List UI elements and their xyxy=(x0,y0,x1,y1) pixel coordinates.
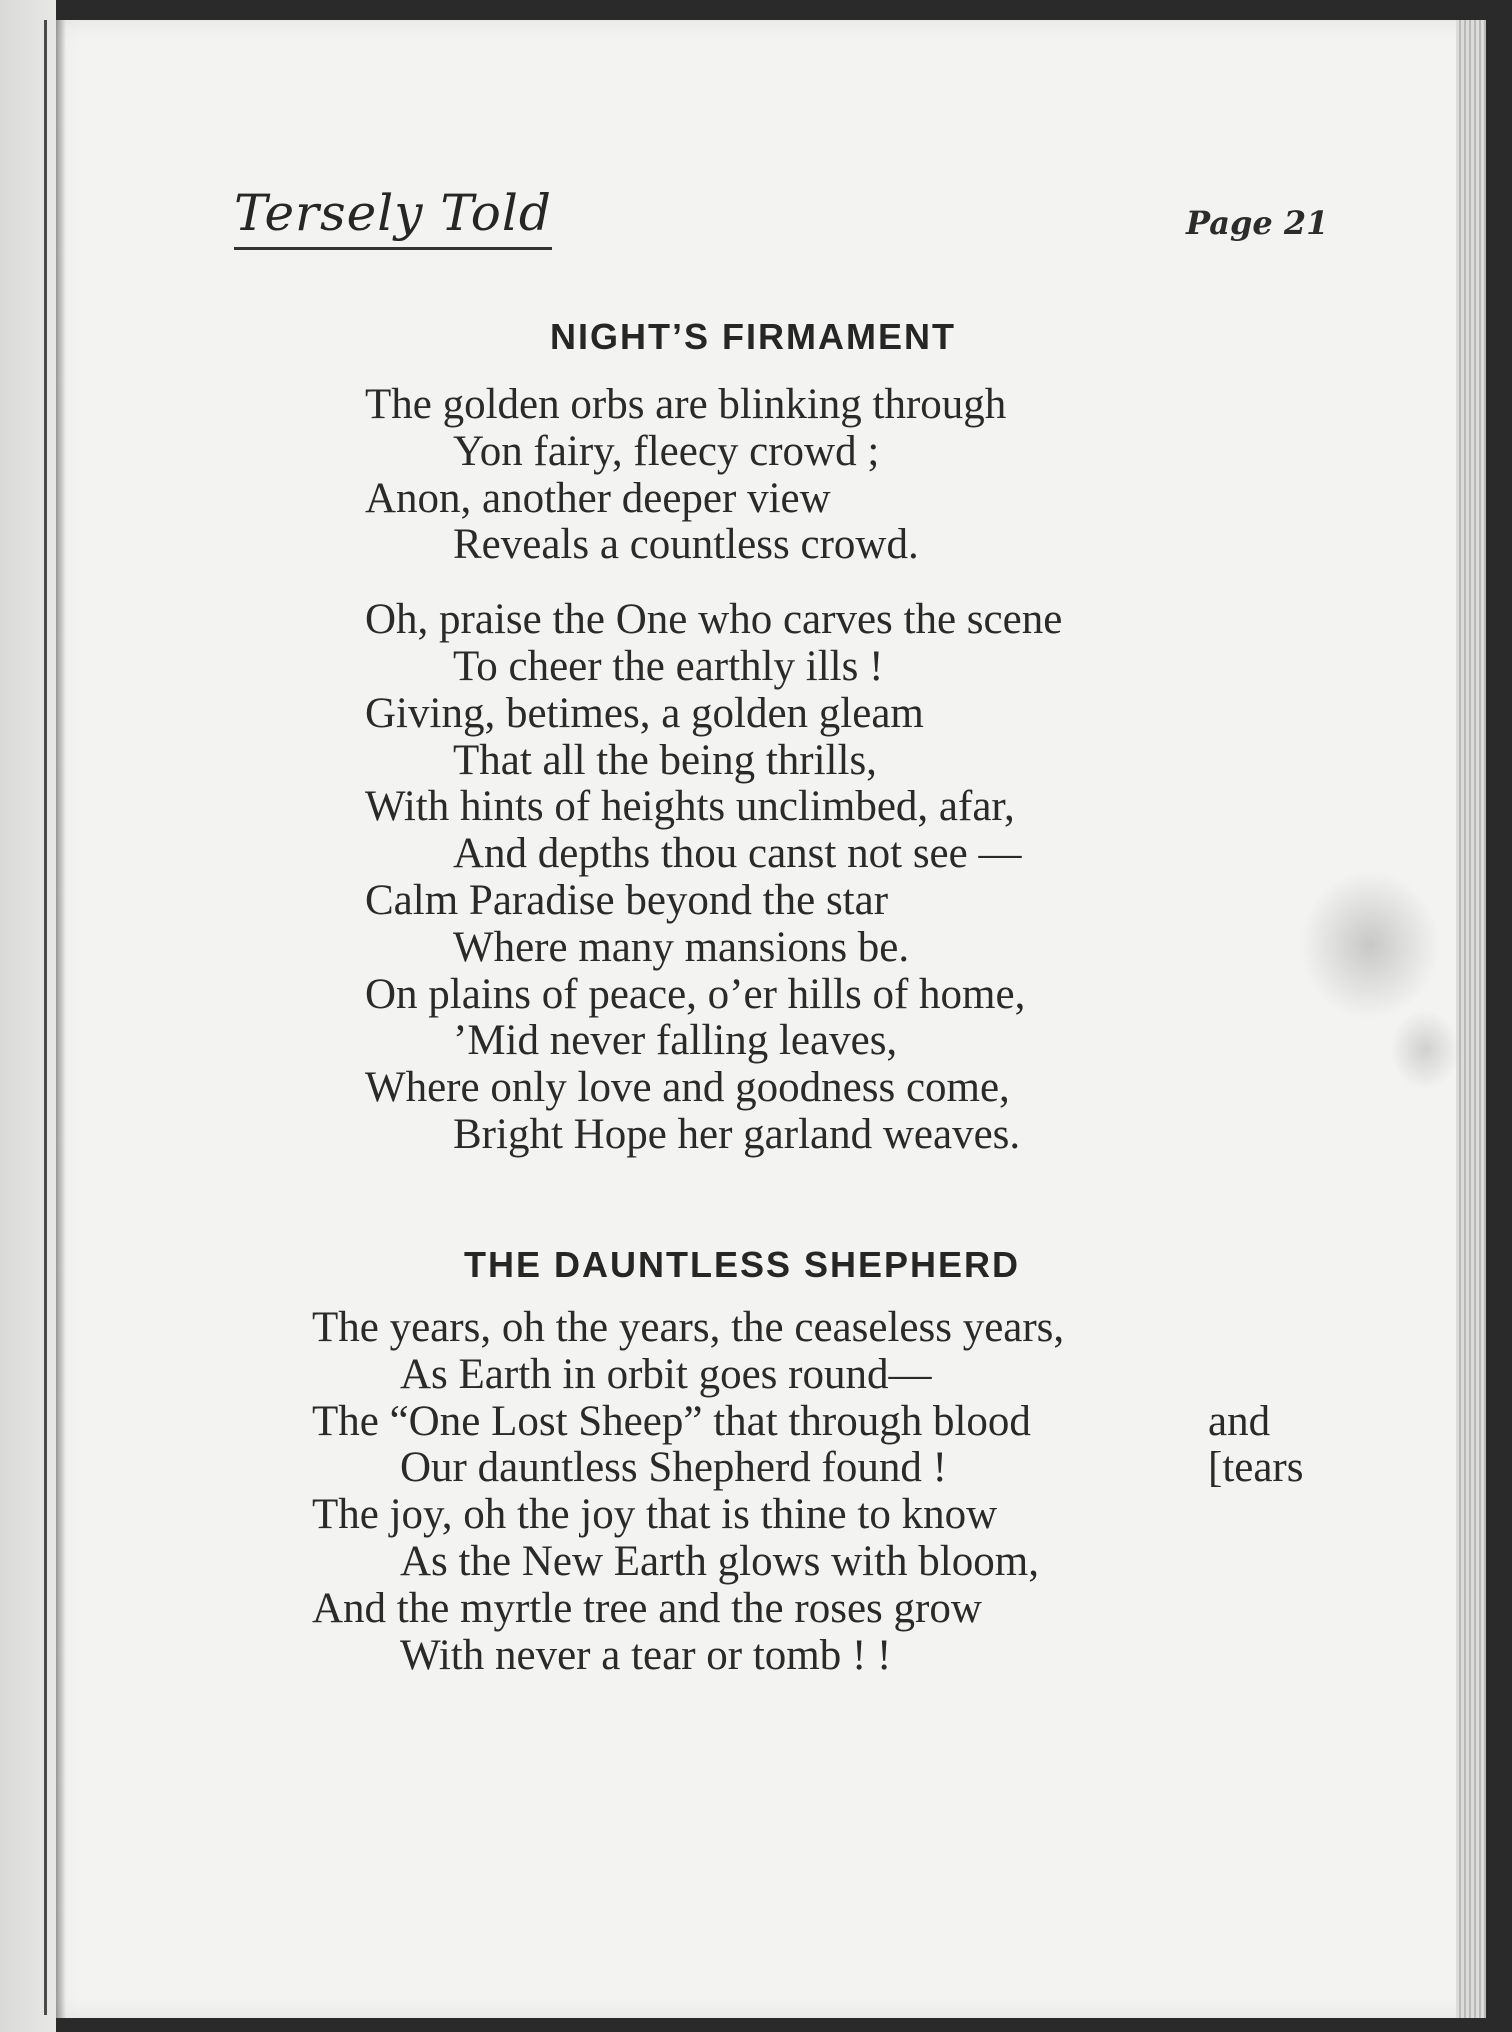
gutter-shadow xyxy=(56,20,66,2018)
verse-line: The years, oh the years, the ceaseless years, xyxy=(312,1304,1065,1351)
poem-body xyxy=(365,382,1225,1159)
book-spine xyxy=(44,20,47,2015)
verse-line: The joy, oh the joy that is thine to know xyxy=(312,1491,998,1539)
stanza-break xyxy=(365,569,1225,597)
poem-title: THE DAUNTLESS SHEPHERD xyxy=(464,1244,1021,1285)
verse-line: Calm Paradise beyond the star xyxy=(365,876,889,924)
verse-line: And depths thou canst not see — xyxy=(453,830,1022,878)
verse-line: Oh, praise the One who carves the scene xyxy=(365,596,1063,644)
verse-line-text: The “One Lost Sheep” that through blood xyxy=(312,1397,1031,1445)
verse-line: Anon, another deeper view xyxy=(365,474,831,522)
verse-line: And the myrtle tree and the roses grow xyxy=(312,1584,982,1632)
carryover-word: [tears xyxy=(1208,1444,1304,1492)
verse-line: Yon fairy, fleecy crowd ; xyxy=(453,427,880,475)
verse-line: As the New Earth glows with bloom, xyxy=(400,1537,1039,1585)
page-number: Page 21 xyxy=(1186,204,1329,242)
verse-line: The golden orbs are blinking through xyxy=(365,381,1007,428)
facing-page-edge xyxy=(0,0,56,2032)
verse-line-with-carryover xyxy=(312,1399,1322,1446)
verse-line-text: Our dauntless Shepherd found ! xyxy=(400,1444,947,1492)
verse-line: That all the being thrills, xyxy=(453,736,877,784)
carryover-word: and xyxy=(1208,1397,1271,1445)
verse-line: As Earth in orbit goes round— xyxy=(400,1350,932,1398)
running-head-title: Tersely Told xyxy=(234,186,552,250)
page-smudge xyxy=(1300,870,1440,1020)
verse-line: With hints of heights unclimbed, afar, xyxy=(365,783,1015,831)
verse-line: Where many mansions be. xyxy=(453,923,910,971)
poem-body xyxy=(312,1305,1322,1679)
verse-line: Bright Hope her garland weaves. xyxy=(453,1110,1021,1158)
page-smudge xyxy=(1390,1010,1460,1090)
page-edges xyxy=(1456,20,1486,2018)
verse-line: On plains of peace, o’er hills of home, xyxy=(365,970,1026,1018)
poem-title: NIGHT’S FIRMAMENT xyxy=(550,316,956,357)
verse-line: With never a tear or tomb ! ! xyxy=(400,1631,892,1679)
verse-line: ’Mid never falling leaves, xyxy=(453,1017,898,1065)
verse-line: To cheer the earthly ills ! xyxy=(453,642,884,690)
verse-line-with-carryover xyxy=(312,1445,1322,1492)
verse-line: Reveals a countless crowd. xyxy=(453,521,919,569)
verse-line: Giving, betimes, a golden gleam xyxy=(365,689,924,737)
verse-line: Where only love and goodness come, xyxy=(365,1064,1010,1112)
